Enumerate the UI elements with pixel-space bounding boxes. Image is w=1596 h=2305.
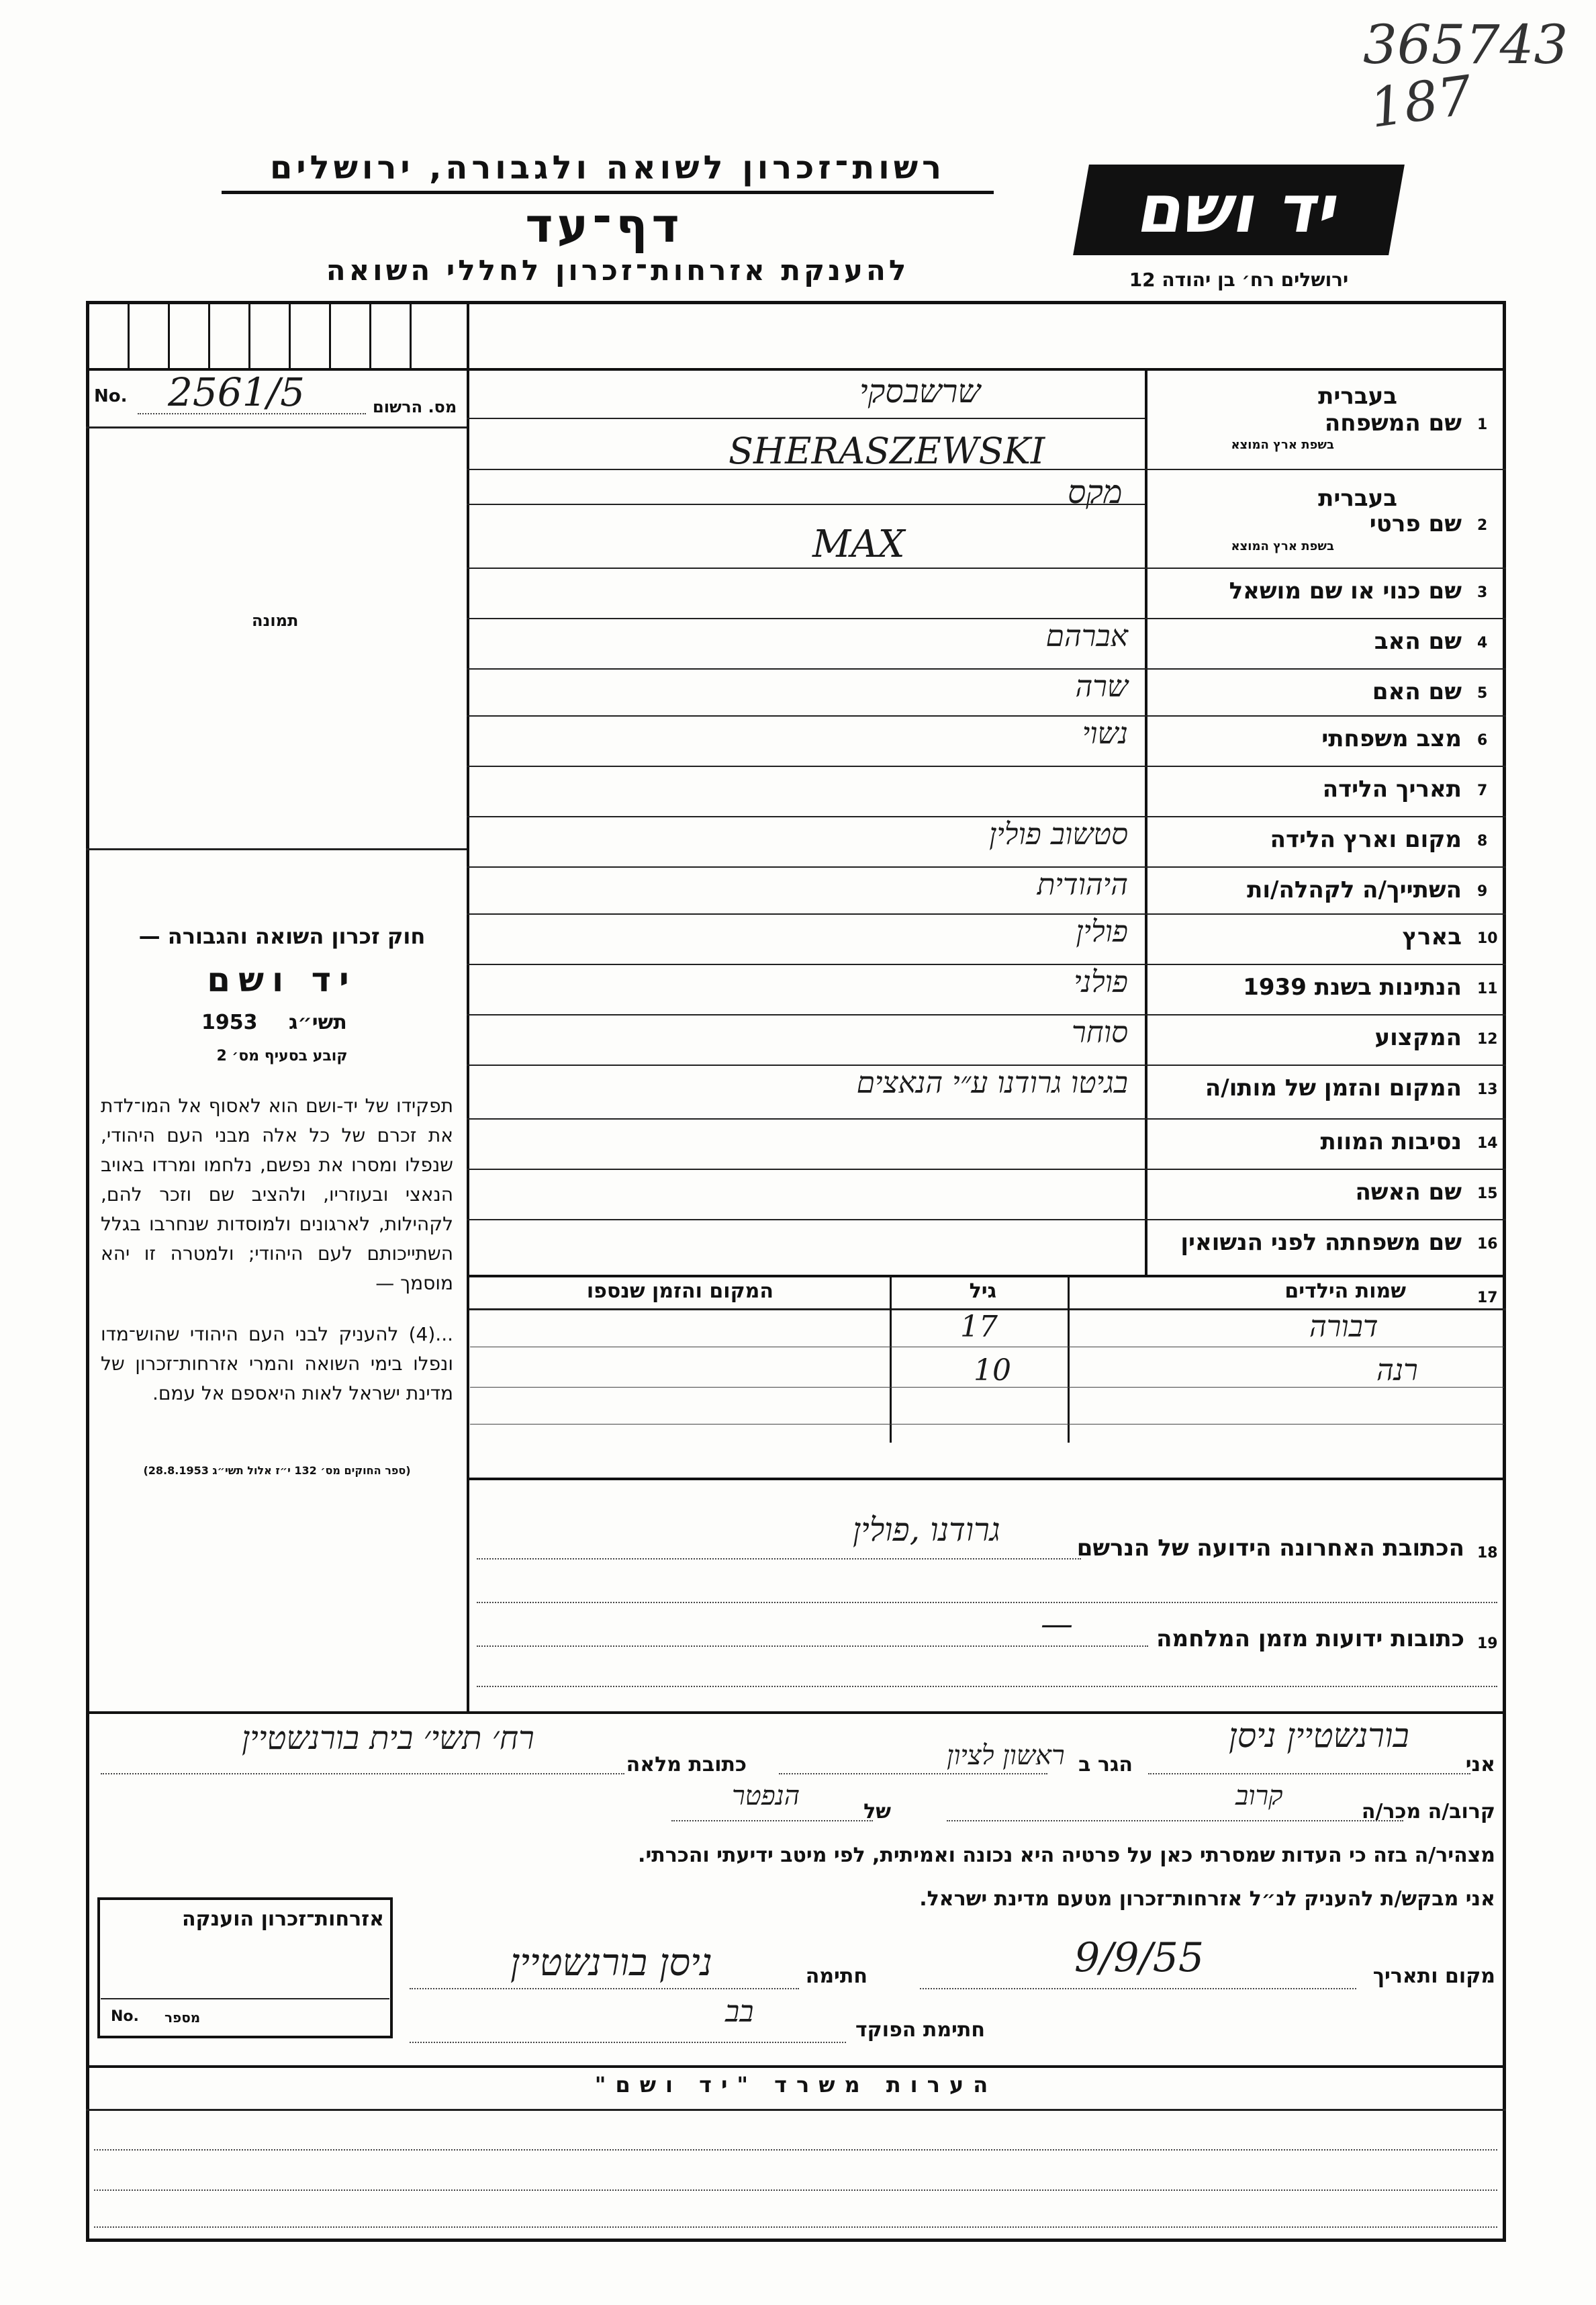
field-2-label: שם פרטי: [1369, 510, 1462, 537]
field-10-number: 10: [1477, 930, 1498, 947]
row-line: [467, 469, 1506, 470]
granted-box-title: אזרחות־זכרון הוענקה: [181, 1907, 384, 1931]
declaration-statement-1: מצהיר/ה בזה כי העדות שמסרתי כאן על פרטיה היא נכונה ואמיתית, לפי מיטב ידיעתי והכרתי.: [638, 1844, 1495, 1867]
row-line: [467, 504, 1145, 505]
box-line: [168, 301, 170, 368]
declaration-top-line: [86, 1711, 1506, 1714]
authority-title: רשות־זכרון לשואה ולגבורה, ירושלים: [222, 149, 994, 194]
form-subtitle: להענקת אזרחות־זכרון לחללי השואה: [326, 254, 910, 287]
children-place-header: המקום והזמן שנספו: [586, 1279, 773, 1303]
label-column-border: [1145, 368, 1147, 1275]
dotline: [477, 1558, 1081, 1560]
dotline: [477, 1602, 1497, 1603]
field-10-value: פולין: [1076, 915, 1128, 949]
officer-signature-label: חתימת הפוקד: [855, 2018, 985, 2042]
law-paragraph-1: תפקידו של יד-ושם הוא לאסוף אל המו־לדת את זכרם של כל אלה מבני העם היהודי, שנפלו ומסרו את נפשם, נלחמו ומרדו באויב הנאצי ובעוזריו, ולהציב שם וזכר להם, לקהילות, לארגונים ולמוסדות שנחרבו בגלל השתייכותם לעם היהודי; ולמטרה זו יהא מוסמך —: [101, 1095, 453, 1294]
law-name: יד ושם: [207, 960, 357, 999]
signature-value: ניסן בורנשטיין: [510, 1941, 712, 1985]
field-2-sub1: בעברית: [1318, 485, 1397, 512]
field-5-label: שם האם: [1372, 678, 1462, 705]
registration-line: [86, 426, 467, 428]
children-top-line: [467, 1275, 1506, 1277]
field-7-label: תאריך הלידה: [1322, 776, 1462, 803]
declaration-relative: קרוב/ה מכר/ה: [1361, 1800, 1495, 1823]
registration-label: מס. הרשום: [373, 398, 457, 416]
notes-line: [86, 2109, 1506, 2111]
archive-subnumber: 187: [1366, 63, 1476, 140]
declaration-ani: אני: [1465, 1753, 1495, 1776]
dotline: [1148, 1773, 1470, 1774]
field-3-number: 3: [1477, 584, 1488, 601]
field-1-value-hebrew: שרשבסקי: [859, 373, 981, 410]
law-year: 1953: [201, 1011, 258, 1034]
field-7-number: 7: [1477, 782, 1488, 799]
field-13-number: 13: [1477, 1081, 1498, 1098]
officer-signature-value: בב: [725, 1995, 754, 2029]
field-6-value: נשוי: [1082, 717, 1128, 751]
field-6-label: מצב משפחתי: [1321, 725, 1462, 752]
box-line: [128, 301, 130, 368]
field-19-value: —: [1041, 1605, 1073, 1643]
row-line: [467, 1219, 1506, 1220]
field-2-sub2: בשפת ארץ המוצא: [1231, 539, 1334, 553]
field-9-label: השתייך/ה לקהלה/ות: [1247, 876, 1462, 903]
field-2-value-latin: MAX: [812, 523, 905, 566]
field-12-value: סוחר: [1072, 1015, 1128, 1050]
field-13-label: המקום והזמן של מותו/ה: [1205, 1075, 1462, 1101]
field-1-number: 1: [1477, 416, 1488, 433]
field-2-number: 2: [1477, 517, 1488, 534]
relative-value: קרוב: [1235, 1780, 1283, 1811]
archive-number: 365743: [1363, 13, 1568, 76]
left-column-border-lower: [467, 1275, 469, 1711]
registration-no-en: No.: [94, 386, 128, 406]
registration-dotline: [138, 413, 366, 414]
yad-vashem-logo: יד ושם: [1073, 165, 1405, 255]
field-3-label: שם כנוי או שם מושאל: [1229, 578, 1462, 604]
declarant-address: רח׳ תשי׳ בית בורנשטיין: [242, 1719, 534, 1757]
dotline: [920, 1988, 1356, 1989]
box-line: [289, 301, 291, 368]
field-4-number: 4: [1477, 635, 1488, 651]
field-10-label: בארץ: [1402, 923, 1462, 950]
child-1-age: 17: [960, 1310, 998, 1344]
field-8-number: 8: [1477, 833, 1488, 850]
field-1-sub1: בעברית: [1318, 383, 1397, 410]
field-14-number: 14: [1477, 1135, 1498, 1152]
dotline: [477, 1686, 1497, 1687]
declarant-city: ראשון לציון: [947, 1740, 1065, 1771]
field-12-number: 12: [1477, 1031, 1498, 1048]
field-15-label: שם האשה: [1355, 1179, 1462, 1206]
field-11-label: הנתינות בשנת 1939: [1243, 974, 1462, 1001]
row-line: [467, 1118, 1506, 1120]
field-13-value: בגיטו גרודנו ע״י הנאצים: [856, 1066, 1128, 1100]
box-line: [329, 301, 331, 368]
children-names-header: שמות הילדים: [1284, 1279, 1406, 1303]
row-line: [467, 1169, 1506, 1170]
field-17-number: 17: [1477, 1290, 1498, 1306]
declaration-of: של: [863, 1800, 891, 1823]
box-line: [208, 301, 210, 368]
child-1-name: דבורה: [1309, 1310, 1378, 1344]
dotline: [947, 1820, 1403, 1821]
field-1-mid-line: [467, 418, 1145, 419]
field-12-label: המקצוע: [1374, 1024, 1462, 1051]
field-14-label: נסיבות המוות: [1320, 1128, 1462, 1155]
row-line: [467, 568, 1506, 569]
children-age-header: גיל: [969, 1279, 996, 1303]
field-1-value-latin: SHERASZEWSKI: [729, 430, 1045, 472]
of-value: הנפטר: [732, 1780, 800, 1811]
field-4-value: אברהם: [1045, 619, 1128, 653]
children-row-line: [470, 1424, 1504, 1425]
field-11-value: פולני: [1074, 965, 1128, 999]
field-19-number: 19: [1477, 1635, 1498, 1652]
granted-box-no-heb: מספר: [165, 2009, 201, 2026]
child-2-age: 10: [974, 1353, 1011, 1388]
law-paragraph-2: ...(4) להעניק לבני העם היהודי שהוש־מדו ונפלו בימי השואה והמרי אזרחות־זכרון של מדינת ישראל לאות היאספם אל עמם.: [101, 1323, 453, 1404]
granted-box-no-en: No.: [111, 2008, 139, 2025]
field-18-label: הכתובת האחרונה הידועה של הנרשם: [1076, 1535, 1464, 1562]
field-1-label: שם המשפחה: [1324, 410, 1462, 437]
notes-header: הערות משרד "יד ושם": [594, 2072, 998, 2097]
law-citation: (ספר החוקים מס׳ 132 י״ז אלול תשי״ג 28.8.1953): [143, 1464, 411, 1477]
field-19-label: כתובות ידועות מזמן המלחמה: [1156, 1625, 1464, 1652]
declaration-full-address: כתובת מלאה: [626, 1753, 747, 1776]
place-date-value: 9/9/55: [1074, 1934, 1205, 1981]
field-18-value: גרודנו ,פולין: [853, 1511, 1000, 1549]
field-5-number: 5: [1477, 685, 1488, 702]
field-1-sub2: בשפת ארץ המוצא: [1231, 438, 1334, 452]
declaration-resident: הגר ב: [1078, 1753, 1133, 1776]
declarant-name: בורנשטיין ניסן: [1229, 1716, 1409, 1755]
law-year-hebrew: תשי״ג: [289, 1011, 347, 1034]
notes-dotline: [94, 2189, 1497, 2191]
section-line: [467, 1478, 1506, 1480]
field-16-label: שם משפחתה לפני הנשואין: [1180, 1229, 1462, 1256]
children-col-line: [1068, 1275, 1070, 1443]
field-6-number: 6: [1477, 732, 1488, 749]
law-heading: חוק זכרון השואה והגבורה —: [138, 923, 426, 949]
signature-label: חתימה: [805, 1964, 867, 1988]
box-line: [410, 301, 412, 368]
field-16-number: 16: [1477, 1236, 1498, 1253]
child-2-name: רנה: [1376, 1353, 1418, 1388]
field-4-label: שם האב: [1374, 628, 1462, 655]
field-15-number: 15: [1477, 1185, 1498, 1202]
field-18-number: 18: [1477, 1545, 1498, 1562]
box-line: [369, 301, 371, 368]
declaration-statement-2: אני מבקש/ת להעניק לנ״ל אזרחות־זכרון מטעם מדינת ישראל.: [919, 1887, 1495, 1911]
photo-label: תמונה: [252, 611, 299, 630]
notes-top-line: [86, 2065, 1506, 2068]
dotline: [410, 1988, 799, 1989]
dotline: [101, 1773, 624, 1774]
children-col-line: [890, 1275, 892, 1443]
field-9-number: 9: [1477, 883, 1488, 900]
field-11-number: 11: [1477, 981, 1498, 997]
notes-dotline: [94, 2226, 1497, 2228]
dotline: [671, 1820, 873, 1821]
place-date-label: מקום ותאריך: [1372, 1964, 1495, 1988]
form-title: דף־עד: [525, 198, 684, 253]
dotline: [410, 2042, 846, 2043]
logo-address: ירושלים רח׳ בן יהודה 12: [1129, 269, 1349, 291]
box-line: [248, 301, 250, 368]
law-clause: קובע בסעיף מס׳ 2: [216, 1048, 348, 1065]
notes-dotline: [94, 2149, 1497, 2151]
field-8-label: מקום וארץ הלידה: [1270, 826, 1462, 853]
field-5-value: שרה: [1075, 670, 1128, 704]
field-8-value: סטשוב פולין: [989, 817, 1128, 852]
top-divider: [467, 301, 469, 368]
photo-bottom-line: [86, 848, 467, 850]
registration-number: 2561/5: [168, 369, 306, 415]
dotline: [477, 1645, 1148, 1647]
granted-box-line: [101, 1998, 389, 1999]
field-9-value: היהודית: [1037, 868, 1128, 902]
dotline: [779, 1773, 1047, 1774]
row-line: [467, 766, 1506, 767]
field-2-value-hebrew: מקס: [1068, 473, 1123, 511]
